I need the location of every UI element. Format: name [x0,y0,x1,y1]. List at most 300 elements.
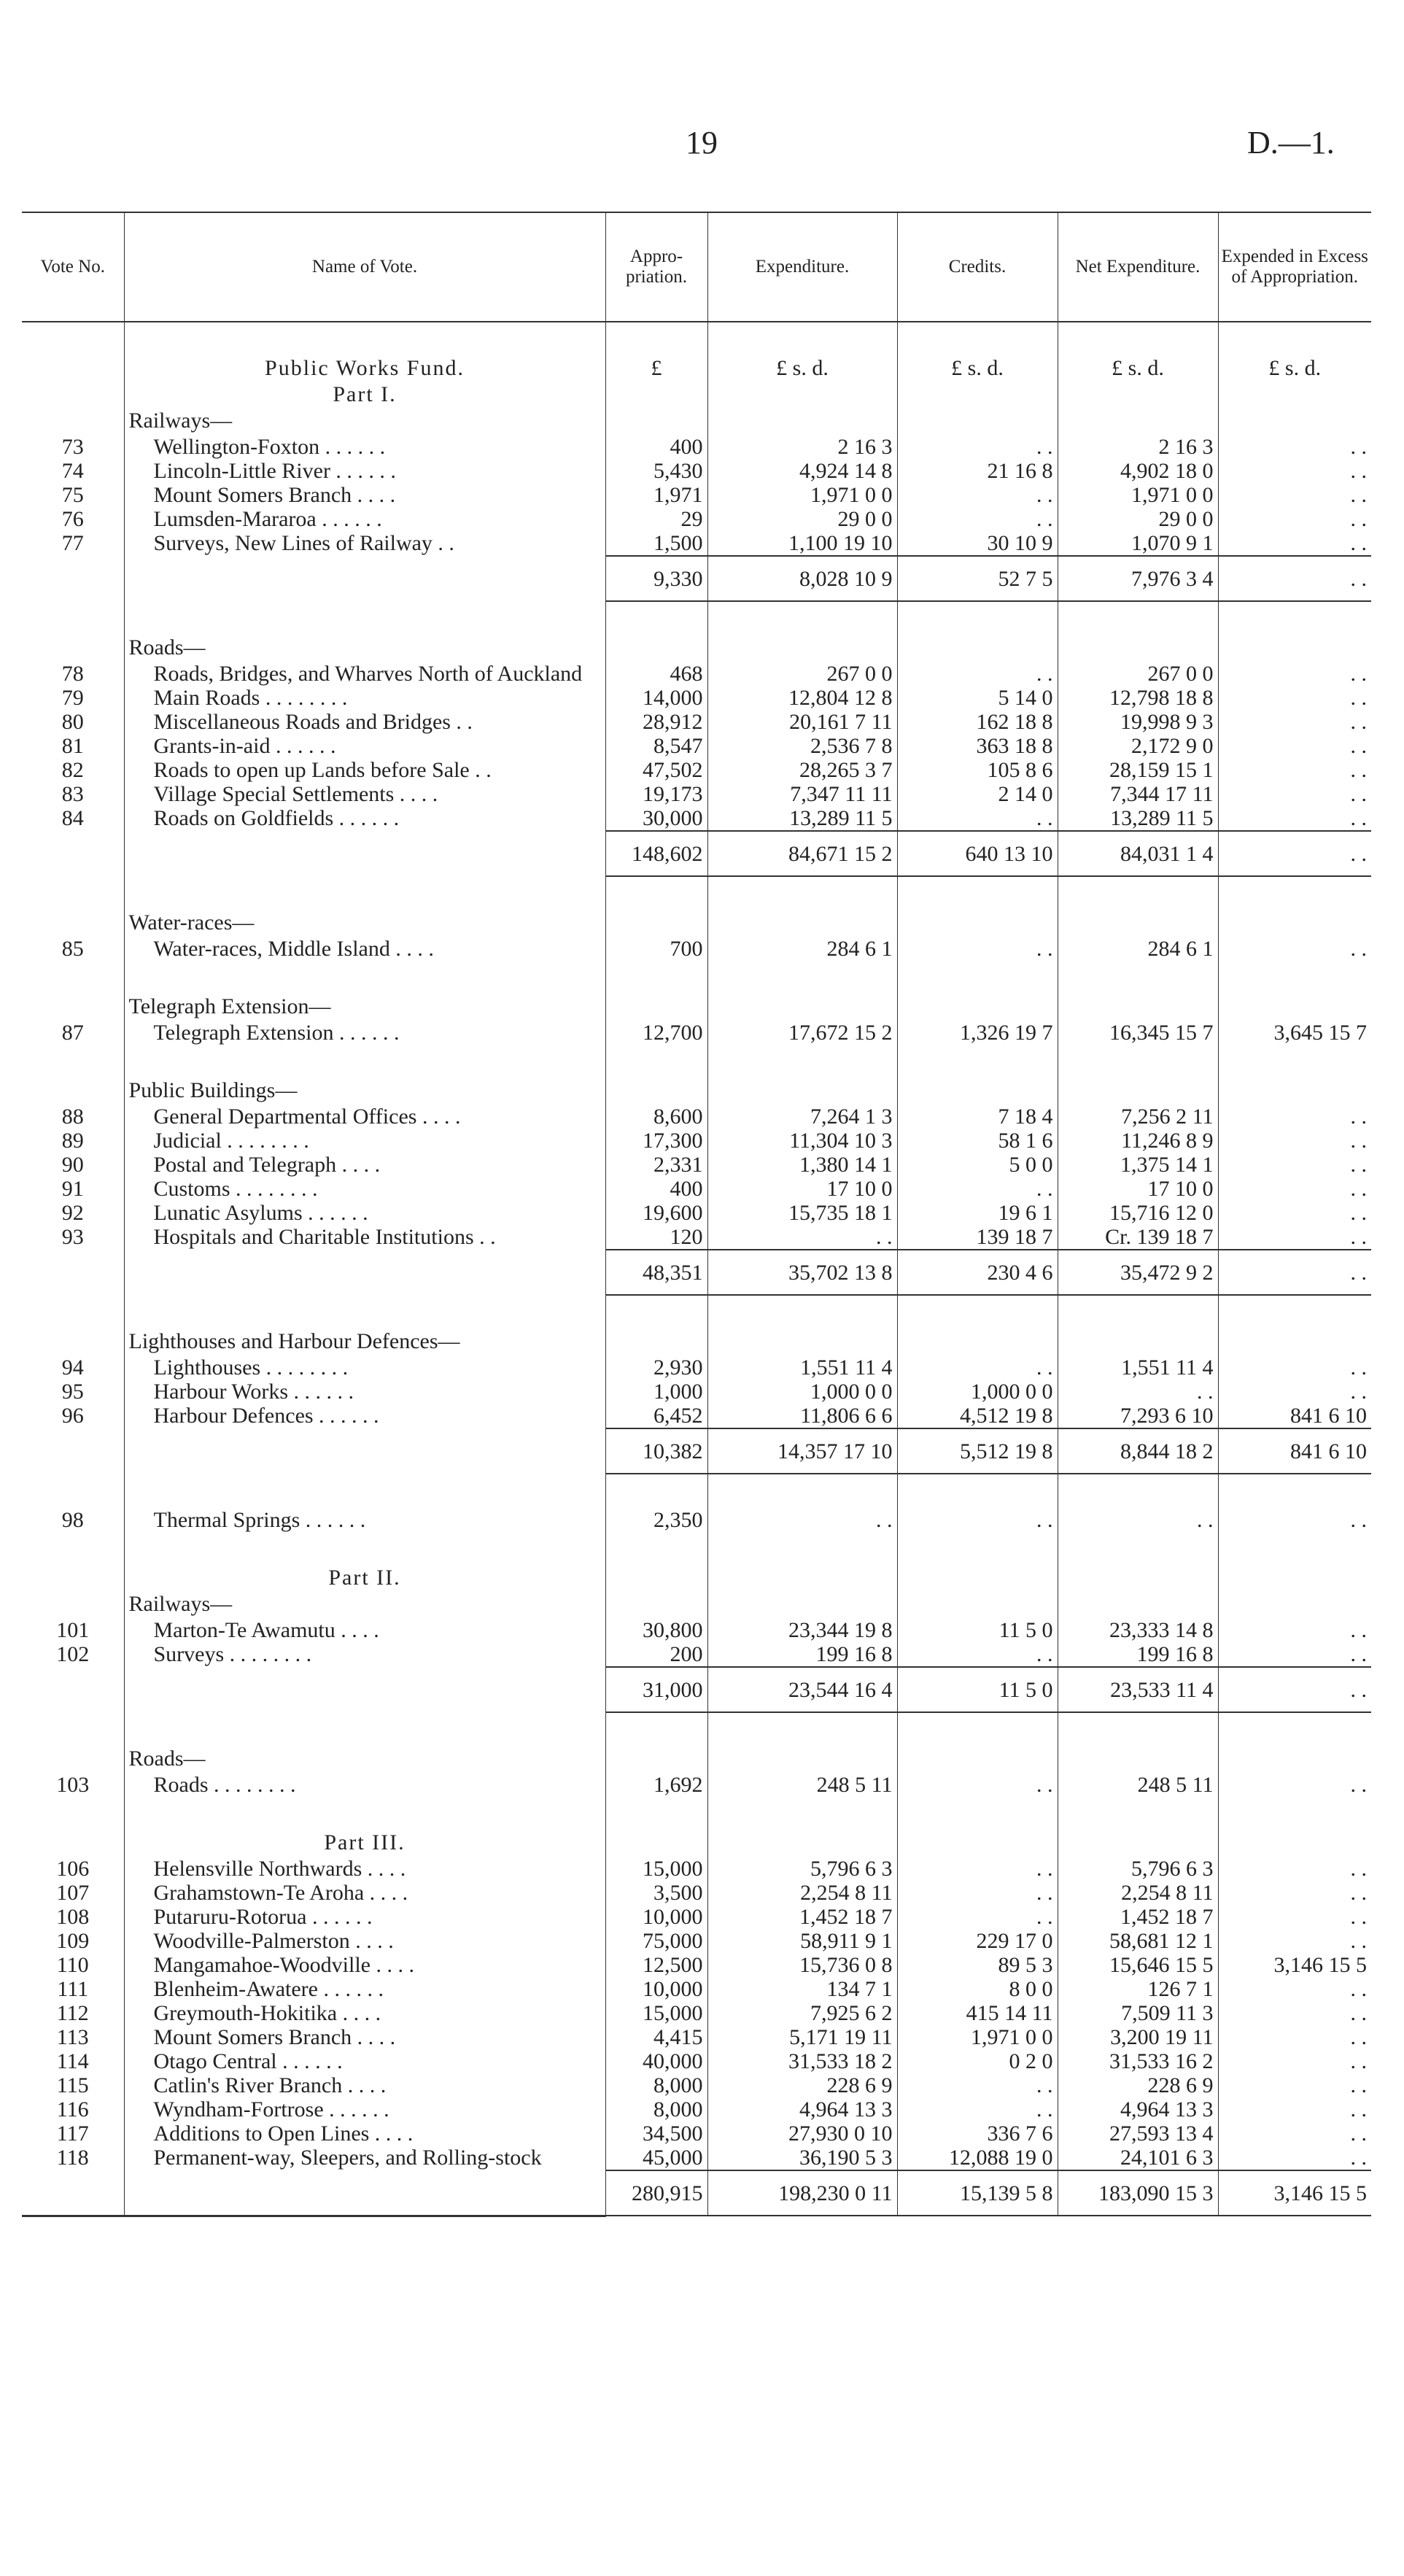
vote-name: Lincoln-Little River . . . . . . [124,459,605,483]
net-expenditure-value: 24,101 6 3 [1058,2146,1218,2170]
excess-value: . . [1218,1129,1371,1153]
empty-cell [1058,409,1218,435]
table-row [22,1977,1371,2001]
net-expenditure-value: 2,254 8 11 [1058,1881,1218,1905]
appropriation-value: 8,600 [605,1105,707,1129]
excess-value: . . [1218,435,1371,459]
subtotal-expenditure: 14,357 17 10 [707,1428,897,1474]
credits-value: 105 8 6 [897,758,1058,782]
table-row [22,1618,1371,1642]
appropriation-value: 5,430 [605,459,707,483]
net-expenditure-value: 126 7 1 [1058,1977,1218,2001]
spacer-row [22,1797,1371,1830]
credits-value: . . [897,1881,1058,1905]
excess-value: . . [1218,710,1371,734]
appropriation-value: 10,000 [605,1905,707,1929]
subtotal-excess: 3,146 15 5 [1218,2170,1371,2216]
appropriation-value: 468 [605,662,707,686]
vote-number: 73 [61,435,84,459]
credits-value: . . [897,2097,1058,2121]
empty-cell [1058,961,1218,994]
empty-cell [897,1830,1058,1857]
vote-number: 108 [56,1905,90,1929]
empty-cell [897,910,1058,937]
empty-cell [1218,1566,1371,1592]
credits-value: . . [897,1508,1058,1532]
empty-cell [124,1667,605,1712]
vote-number: 85 [61,937,84,961]
empty-cell [605,1329,707,1355]
vote-name: Thermal Springs . . . . . . [124,1508,605,1532]
spacer-row [22,1295,1371,1329]
table-row [22,459,1371,483]
empty-cell [1218,994,1371,1021]
net-expenditure-value: 284 6 1 [1058,937,1218,961]
credits-value: . . [897,507,1058,531]
empty-cell [707,1532,897,1566]
empty-cell [605,635,707,662]
excess-value: . . [1218,483,1371,507]
vote-number: 88 [61,1105,84,1129]
vote-number: 115 [56,2073,89,2097]
appropriation-value: 1,971 [605,483,707,507]
col-appropriation: Appro-priation. [605,212,707,322]
empty-cell [124,1045,605,1078]
expenditure-value: 1,100 19 10 [707,531,897,556]
vote-number: 92 [61,1201,84,1225]
excess-value: . . [1218,1355,1371,1380]
net-expenditure-value: 15,646 15 5 [1058,1953,1218,1977]
subtotal-credits: 52 7 5 [897,556,1058,601]
vote-name: Woodville-Palmerston . . . . [124,1929,605,1953]
credits-value: 0 2 0 [897,2049,1058,2073]
empty-cell [605,1532,707,1566]
expenditure-value: 28,265 3 7 [707,758,897,782]
empty-cell [22,831,124,876]
expenditure-value: 29 0 0 [707,507,897,531]
expenditure-value: 20,161 7 11 [707,710,897,734]
vote-number: 112 [56,2001,89,2025]
subtotal-net-expenditure: 183,090 15 3 [1058,2170,1218,2216]
credits-value: . . [897,1642,1058,1667]
subtotal-net-expenditure: 23,533 11 4 [1058,1667,1218,1712]
empty-cell [897,1474,1058,1508]
table-row [22,1881,1371,1905]
appropriation-value: 8,000 [605,2073,707,2097]
table-row [22,1905,1371,1929]
empty-cell [22,961,124,994]
net-expenditure-value: 4,902 18 0 [1058,459,1218,483]
table-row [22,483,1371,507]
expenditure-value: 5,796 6 3 [707,1857,897,1881]
subtotal-expenditure: 23,544 16 4 [707,1667,897,1712]
part-heading: Part II. [124,1566,605,1592]
empty-cell [1218,1712,1371,1747]
empty-cell [707,1830,897,1857]
empty-cell [897,382,1058,409]
empty-cell [707,1295,897,1329]
empty-cell [1218,961,1371,994]
expenditure-value: 1,452 18 7 [707,1905,897,1929]
excess-value: . . [1218,2001,1371,2025]
credits-value: 58 1 6 [897,1129,1058,1153]
expenditure-value: 228 6 9 [707,2073,897,2097]
appropriation-value: 75,000 [605,1929,707,1953]
vote-number: 113 [56,2025,89,2049]
vote-name: Judicial . . . . . . . . [124,1129,605,1153]
empty-cell [22,1566,124,1592]
credits-value: 415 14 11 [897,2001,1058,2025]
part-heading: Part I. [124,382,605,409]
excess-value: . . [1218,1105,1371,1129]
empty-cell [22,2170,124,2216]
excess-value: . . [1218,734,1371,758]
credits-value: . . [897,1773,1058,1797]
excess-value: . . [1218,1618,1371,1642]
empty-cell [707,382,897,409]
subtotal-net-expenditure: 8,844 18 2 [1058,1428,1218,1474]
appropriation-value: 10,000 [605,1977,707,2001]
page-number: 19 [686,125,718,160]
appropriation-value: 1,500 [605,531,707,556]
empty-cell [707,910,897,937]
table-row [22,1021,1371,1045]
expenditure-value: 199 16 8 [707,1642,897,1667]
unit-label: £ s. d. [897,356,1058,382]
vote-number: 114 [56,2049,89,2073]
vote-name: Harbour Works . . . . . . [124,1380,605,1404]
empty-cell [897,601,1058,635]
vote-name: Mangamahoe-Woodville . . . . [124,1953,605,1977]
empty-cell [1218,1045,1371,1078]
excess-value: . . [1218,1773,1371,1797]
table-row [22,531,1371,556]
part-heading [22,382,1371,409]
empty-cell [124,876,605,910]
subtotal-expenditure: 8,028 10 9 [707,556,897,601]
subtotal-row [22,1250,1371,1295]
excess-value: . . [1218,1642,1371,1667]
subtotal-expenditure: 84,671 15 2 [707,831,897,876]
unit-label: £ s. d. [1218,356,1371,382]
excess-value: . . [1218,531,1371,556]
vote-number: 75 [61,483,84,507]
empty-cell [22,876,124,910]
unit-label: £ s. d. [1058,356,1218,382]
empty-cell [22,1250,124,1295]
appropriation-value: 700 [605,937,707,961]
empty-cell [707,635,897,662]
appropriation-value: 200 [605,1642,707,1667]
empty-cell [1058,1712,1218,1747]
empty-cell [1058,910,1218,937]
net-expenditure-value: 28,159 15 1 [1058,758,1218,782]
vote-name: Lumsden-Mararoa . . . . . . [124,507,605,531]
table-row [22,1105,1371,1129]
excess-value: . . [1218,459,1371,483]
expenditure-value: 15,736 0 8 [707,1953,897,1977]
empty-cell [605,1830,707,1857]
net-expenditure-value: 7,293 6 10 [1058,1404,1218,1428]
subtotal-expenditure: 198,230 0 11 [707,2170,897,2216]
vote-name: Wyndham-Fortrose . . . . . . [124,2097,605,2121]
vote-number: 94 [61,1355,84,1380]
appropriation-value: 29 [605,507,707,531]
subtotal-expenditure: 35,702 13 8 [707,1250,897,1295]
expenditure-value: . . [707,1508,897,1532]
appropriation-value: 2,331 [605,1153,707,1177]
vote-number: 111 [57,1977,89,2001]
vote-number: 110 [56,1953,89,1977]
excess-value: . . [1218,1929,1371,1953]
empty-cell [124,1712,605,1747]
empty-cell [1218,1747,1371,1773]
vote-number: 83 [61,782,84,806]
appropriation-value: 8,000 [605,2097,707,2121]
appropriation-value: 17,300 [605,1129,707,1153]
empty-cell [124,2170,605,2216]
empty-cell [897,1045,1058,1078]
net-expenditure-value: 12,798 18 8 [1058,686,1218,710]
section-heading: Telegraph Extension— [124,994,605,1021]
empty-cell [1218,601,1371,635]
appropriation-value: 19,600 [605,1201,707,1225]
vote-name: Grants-in-aid . . . . . . [124,734,605,758]
vote-number: 74 [61,459,84,483]
empty-cell [605,994,707,1021]
table-row [22,2097,1371,2121]
vote-name: Surveys, New Lines of Railway . . [124,531,605,556]
empty-cell [707,1078,897,1105]
appropriation-value: 14,000 [605,686,707,710]
expenditure-value: 4,924 14 8 [707,459,897,483]
vote-number: 96 [61,1404,84,1428]
vote-name: Lighthouses . . . . . . . . [124,1355,605,1380]
empty-cell [707,994,897,1021]
vote-name: Grahamstown-Te Aroha . . . . [124,1881,605,1905]
empty-cell [897,1329,1058,1355]
empty-cell [1218,409,1371,435]
col-expenditure: Expenditure. [707,212,897,322]
section-heading: Railways— [124,1592,605,1618]
credits-value: 19 6 1 [897,1201,1058,1225]
subtotal-appropriation: 148,602 [605,831,707,876]
vote-number: 107 [56,1881,90,1905]
subtotal-net-expenditure: 7,976 3 4 [1058,556,1218,601]
col-vote-no: Vote No. [22,212,124,322]
empty-cell [897,1592,1058,1618]
empty-cell [1058,876,1218,910]
subtotal-excess: . . [1218,831,1371,876]
section-heading [22,409,1371,435]
credits-value: . . [897,1177,1058,1201]
excess-value: . . [1218,686,1371,710]
credits-value: 5 14 0 [897,686,1058,710]
credits-value: 1,000 0 0 [897,1380,1058,1404]
appropriation-value: 15,000 [605,2001,707,2025]
expenditure-value: 7,264 1 3 [707,1105,897,1129]
empty-cell [605,910,707,937]
table-row [22,1508,1371,1532]
credits-value: 89 5 3 [897,1953,1058,1977]
section-heading [22,635,1371,662]
empty-cell [1058,635,1218,662]
vote-name: Permanent-way, Sleepers, and Rolling-stock [124,2146,605,2170]
spacer-row [22,1045,1371,1078]
appropriation-value: 40,000 [605,2049,707,2073]
empty-cell [605,1712,707,1747]
empty-cell [124,1532,605,1566]
section-heading: Railways— [124,409,605,435]
vote-number: 90 [61,1153,84,1177]
vote-name: Additions to Open Lines . . . . [124,2121,605,2146]
appropriation-value: 30,800 [605,1618,707,1642]
fund-title: Public Works Fund. [124,356,605,382]
empty-cell [22,910,124,937]
net-expenditure-value: 31,533 16 2 [1058,2049,1218,2073]
vote-number: 118 [56,2146,89,2170]
empty-cell [605,1797,707,1830]
vote-name: Village Special Settlements . . . . [124,782,605,806]
empty-cell [124,831,605,876]
empty-cell [707,876,897,910]
empty-cell [897,1566,1058,1592]
subtotal-credits: 5,512 19 8 [897,1428,1058,1474]
empty-cell [124,1797,605,1830]
table-row [22,2073,1371,2097]
subtotal-row [22,831,1371,876]
empty-cell [124,1474,605,1508]
votes-table [22,212,1371,2217]
expenditure-value: 267 0 0 [707,662,897,686]
subtotal-appropriation: 48,351 [605,1250,707,1295]
empty-cell [605,876,707,910]
vote-name: Lunatic Asylums . . . . . . [124,1201,605,1225]
vote-name: Telegraph Extension . . . . . . [124,1021,605,1045]
empty-cell [124,601,605,635]
vote-name: General Departmental Offices . . . . [124,1105,605,1129]
credits-value: 1,326 19 7 [897,1021,1058,1045]
net-expenditure-value: 199 16 8 [1058,1642,1218,1667]
credits-value: 11 5 0 [897,1618,1058,1642]
empty-cell [605,1474,707,1508]
table-row [22,1857,1371,1881]
part-heading [22,1566,1371,1592]
empty-cell [1218,635,1371,662]
empty-cell [605,382,707,409]
credits-value: 1,971 0 0 [897,2025,1058,2049]
empty-cell [124,556,605,601]
credits-value: 162 18 8 [897,710,1058,734]
section-heading: Public Buildings— [124,1078,605,1105]
empty-cell [605,1078,707,1105]
empty-cell [22,994,124,1021]
net-expenditure-value: 17 10 0 [1058,1177,1218,1201]
net-expenditure-value: . . [1058,1508,1218,1532]
expenditure-value: 134 7 1 [707,1977,897,2001]
section-heading [22,1329,1371,1355]
credits-value: 12,088 19 0 [897,2146,1058,2170]
empty-cell [22,1329,124,1355]
empty-cell [897,1295,1058,1329]
excess-value: . . [1218,1153,1371,1177]
empty-cell [22,1078,124,1105]
vote-name: Roads, Bridges, and Wharves North of Auckland [124,662,605,686]
vote-name: Blenheim-Awatere . . . . . . [124,1977,605,2001]
expenditure-value: 11,304 10 3 [707,1129,897,1153]
vote-name: Hospitals and Charitable Institutions . . [124,1225,605,1250]
vote-name: Water-races, Middle Island . . . . [124,937,605,961]
empty-cell [22,1428,124,1474]
excess-value: 3,645 15 7 [1218,1021,1371,1045]
net-expenditure-value: 7,256 2 11 [1058,1105,1218,1129]
vote-number: 79 [61,686,84,710]
vote-number: 80 [61,710,84,734]
empty-cell [1218,876,1371,910]
excess-value: . . [1218,1380,1371,1404]
expenditure-value: 1,551 11 4 [707,1355,897,1380]
part-heading [22,1830,1371,1857]
expenditure-value: . . [707,1225,897,1250]
subtotal-row [22,1667,1371,1712]
table-row [22,710,1371,734]
vote-number: 87 [61,1021,84,1045]
expenditure-value: 13,289 11 5 [707,806,897,831]
credits-value: 139 18 7 [897,1225,1058,1250]
empty-cell [22,1830,124,1857]
col-excess: Expended in Excess of Appropriation. [1218,212,1371,322]
vote-number: 101 [56,1618,90,1642]
empty-cell [22,1797,124,1830]
vote-name: Roads on Goldfields . . . . . . [124,806,605,831]
net-expenditure-value: 11,246 8 9 [1058,1129,1218,1153]
empty-cell [605,1045,707,1078]
empty-cell [1218,910,1371,937]
excess-value: . . [1218,2097,1371,2121]
appropriation-value: 1,692 [605,1773,707,1797]
table-body [22,322,1371,2216]
empty-cell [707,409,897,435]
unit-label: £ s. d. [707,356,897,382]
vote-name: Catlin's River Branch . . . . [124,2073,605,2097]
empty-cell [707,1045,897,1078]
vote-name: Postal and Telegraph . . . . [124,1153,605,1177]
excess-value: . . [1218,1177,1371,1201]
table-row [22,2025,1371,2049]
net-expenditure-value: 4,964 13 3 [1058,2097,1218,2121]
empty-cell [605,601,707,635]
vote-number: 89 [61,1129,84,1153]
subtotal-credits: 15,139 5 8 [897,2170,1058,2216]
spacer-row [22,1532,1371,1566]
credits-value: . . [897,1857,1058,1881]
section-heading: Water-races— [124,910,605,937]
vote-name: Harbour Defences . . . . . . [124,1404,605,1428]
empty-cell [1218,1830,1371,1857]
empty-cell [897,994,1058,1021]
spacer-row [22,601,1371,635]
empty-cell [605,409,707,435]
credits-value: . . [897,2073,1058,2097]
empty-cell [707,1329,897,1355]
empty-cell [124,1250,605,1295]
header-row [22,212,1371,322]
empty-cell [1218,1295,1371,1329]
empty-cell [1218,1078,1371,1105]
vote-name: Helensville Northwards . . . . [124,1857,605,1881]
net-expenditure-value: 29 0 0 [1058,507,1218,531]
expenditure-value: 7,925 6 2 [707,2001,897,2025]
